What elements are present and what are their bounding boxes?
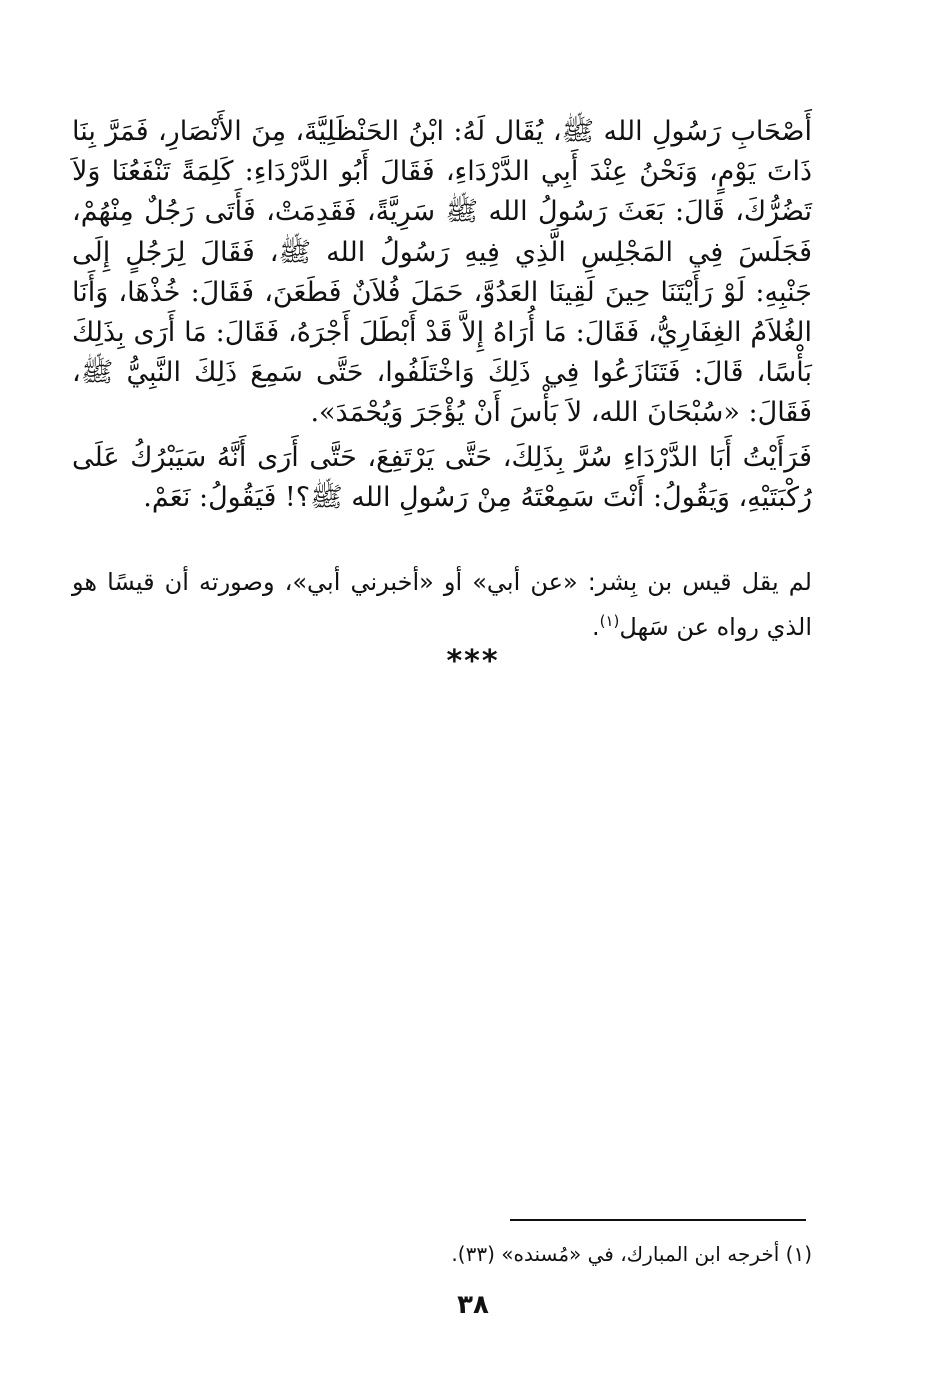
footnote-reference-mark[interactable]: (١) xyxy=(599,612,620,630)
footnote-divider xyxy=(510,1219,806,1221)
commentary-end: . xyxy=(591,613,600,641)
commentary-note xyxy=(72,560,812,650)
section-separator: *** xyxy=(446,644,500,679)
main-text-block xyxy=(72,112,812,518)
paragraph-abu-darda: فَرَأَيْتُ أَبَا الدَّرْدَاءِ سُرَّ بِذَلِكَ، حَتَّى يَرْتَفِعَ، حَتَّى أَرَى أَنَّهُ سَيَبْرُكُ عَلَى رُكْبَتَيْهِ، وَيَقُولُ: أَنْتَ سَمِعْتَهُ مِنْ رَسُولِ الله ﷺ؟! فَيَقُولُ: نَعَمْ. xyxy=(72,441,812,513)
paragraph-hadith: أَصْحَابِ رَسُولِ الله ﷺ، يُقَال لَهُ: ابْنُ الحَنْظَلِيَّةَ، مِنَ الأَنْصَارِ، فَمَرَّ بِنَا ذَاتَ يَوْمٍ، وَنَحْنُ عِنْدَ أَبِي الدَّرْدَاءِ، فَقَالَ أَبُو الدَّرْدَاءِ: كَلِمَةً تَنْفَعُنَا وَلاَ تَضُرُّكَ، قَالَ: بَعَثَ رَسُولُ الله ﷺ سَرِيَّةً، فَقَدِمَتْ، فَأَتَى رَجُلٌ مِنْهُمْ، فَجَلَسَ فِي المَجْلِسِ الَّذِي فِيهِ رَسُولُ الله ﷺ، فَقَالَ لِرَجُلٍ إِلَى جَنْبِهِ: لَوْ رَأَيْتَنَا حِينَ لَقِينَا العَدُوَّ، حَمَلَ فُلاَنٌ فَطَعَنَ، فَقَالَ: خُذْهَا، وَأَنَا الغُلاَمُ الغِفَارِيُّ، فَقَالَ: مَا أُرَاهُ إِلاَّ قَدْ أَبْطَلَ أَجْرَهُ، فَقَالَ: مَا أَرَى بِذَلِكَ بَأْسًا، قَالَ: فَتَنَازَعُوا فِي ذَلِكَ وَاخْتَلَفُوا، حَتَّى سَمِعَ ذَلِكَ النَّبِيُّ ﷺ، فَقَالَ: «سُبْحَانَ الله، لاَ بَأْسَ أَنْ يُؤْجَرَ وَيُحْمَدَ». xyxy=(72,116,812,429)
commentary-text: لم يقل قيس بن بِشر: «عن أبي» أو «أخبرني أبي»، وصورته أن قيسًا هو الذي رواه عن سَهل xyxy=(72,568,812,641)
footnote: (١) أخرجه ابن المبارك، في «مُسنده» (٣٣). xyxy=(451,1242,812,1266)
page-number: ٣٨ xyxy=(457,1290,489,1320)
